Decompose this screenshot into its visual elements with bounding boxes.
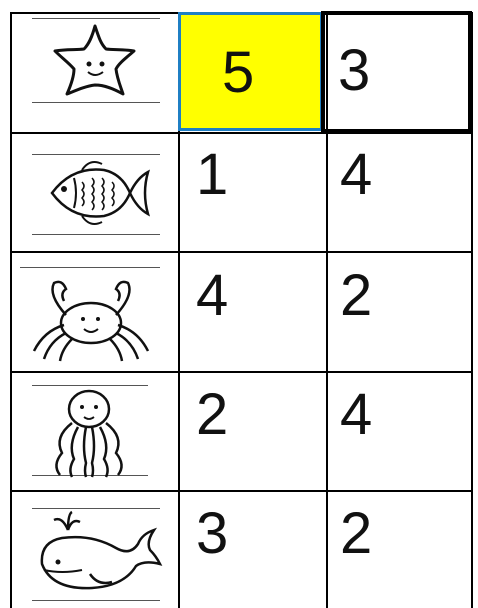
count-cell-a[interactable]: 2 <box>196 382 229 447</box>
count-cell-b[interactable]: 4 <box>340 142 373 207</box>
table-row <box>12 492 178 608</box>
table-row <box>12 14 178 132</box>
table-row <box>12 253 178 371</box>
starfish-icon <box>50 22 140 100</box>
count-cell-b[interactable]: 2 <box>340 263 373 328</box>
count-cell-a[interactable]: 1 <box>196 142 229 207</box>
crab-icon <box>26 275 156 365</box>
count-cell-b[interactable]: 4 <box>340 382 373 447</box>
count-cell-a[interactable]: 5 <box>222 40 255 105</box>
table-row <box>12 134 178 251</box>
count-cell-a[interactable]: 3 <box>196 501 229 566</box>
table-row <box>12 373 178 490</box>
octopus-icon <box>44 387 134 479</box>
count-cell-a[interactable]: 4 <box>196 263 229 328</box>
whale-icon <box>32 508 162 598</box>
count-cell-b[interactable]: 3 <box>338 38 371 103</box>
fish-icon <box>42 156 152 230</box>
count-cell-b[interactable]: 2 <box>340 501 373 566</box>
